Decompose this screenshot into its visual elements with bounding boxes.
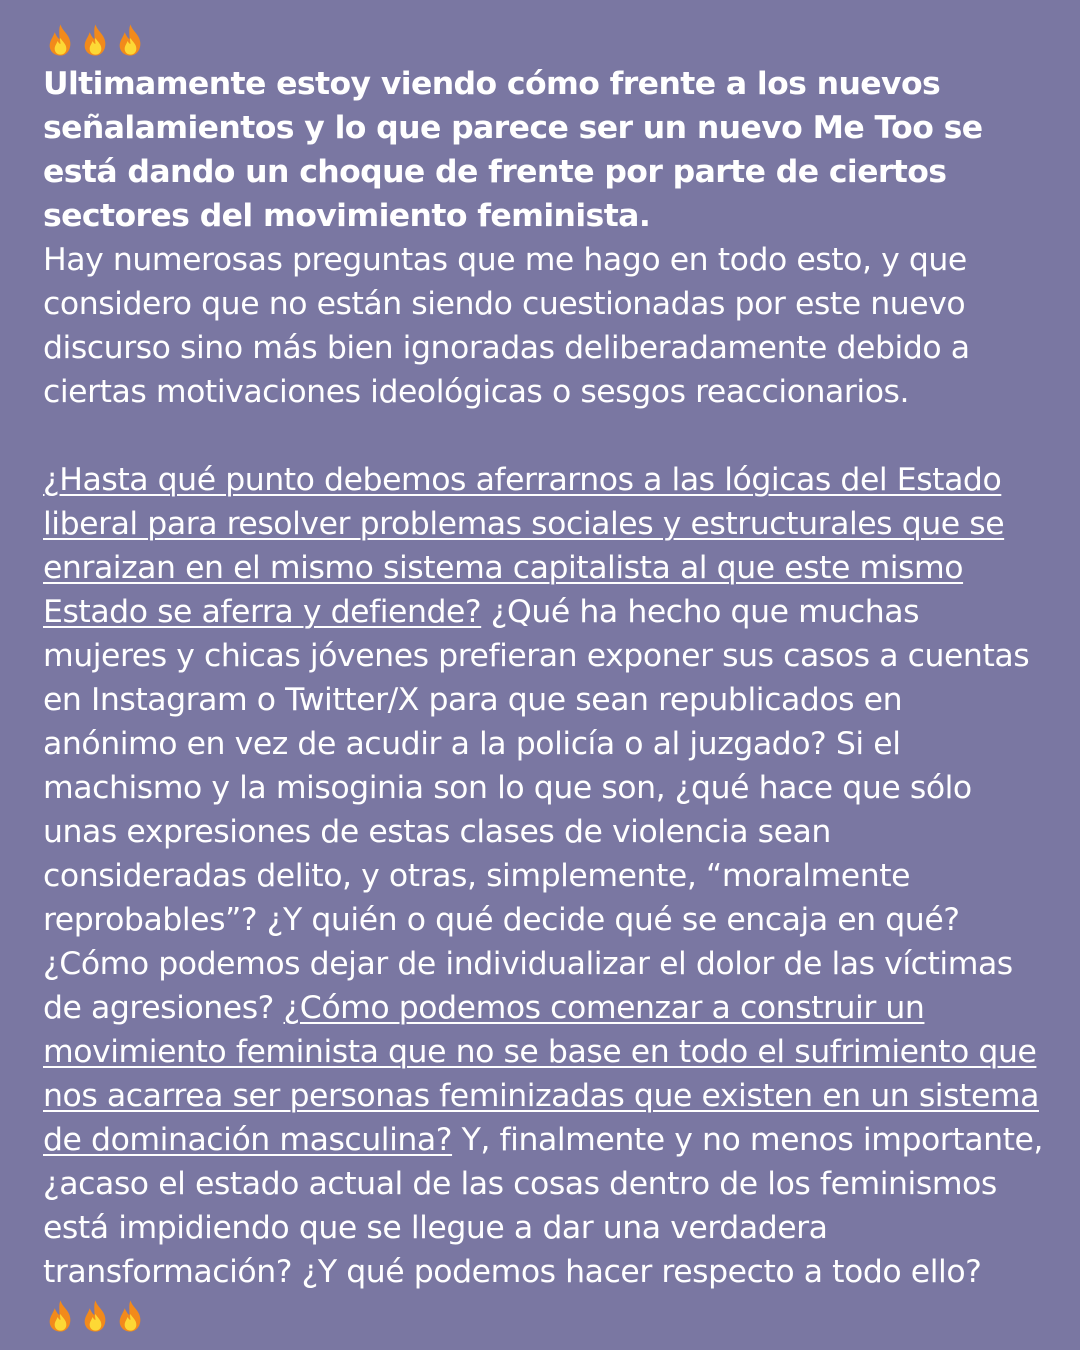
underlined-question-movement: ¿Cómo podemos comenzar a construir un movimiento feminista que no se base en todo el sufrimiento que nos acarrea ser personas feminizadas que existen en un sistema de dominación masculina?	[43, 990, 1039, 1158]
top-flames	[43, 18, 1043, 62]
fire-icon	[113, 22, 148, 58]
fire-icon	[78, 1298, 113, 1334]
paragraph-spacer	[43, 414, 1043, 458]
bottom-flames	[43, 1294, 1043, 1338]
fire-icon	[43, 1298, 78, 1334]
fire-icon	[43, 22, 78, 58]
fire-icon	[113, 1298, 148, 1334]
question-text: ¿Qué ha hecho que muchas mujeres y chicas jóvenes prefieran exponer sus casos a cuentas en Instagram o Twitter/X para que sean republicados en anónimo en vez de acudir a la policía o al juzgado? Si el machismo y la misoginia son lo que son, ¿qué hace que sólo unas expresiones de estas clases de violencia sean consideradas delito, y otras, simplemente, “moralmente reprobables”? ¿Y quién o qué decide qué se encaja en qué? ¿Cómo podemos dejar de individualizar el dolor de las víctimas de agresiones?	[43, 594, 1030, 1026]
underlined-question-state: ¿Hasta qué punto debemos aferrarnos a las lógicas del Estado liberal para resolver problemas sociales y estructurales que se enraizan en el mismo sistema capitalista al que este mismo Estado se aferra y defiende?	[43, 462, 1005, 630]
questions-paragraph	[43, 458, 1043, 1294]
post-heading: Ultimamente estoy viendo cómo frente a los nuevos señalamientos y lo que parece ser un nuevo Me Too se está dando un choque de frente por parte de ciertos sectores del movimiento feminista.	[43, 66, 983, 234]
intro-paragraph: Hay numerosas preguntas que me hago en todo esto, y que considero que no están siendo cuestionadas por este nuevo discurso sino más bien ignoradas deliberadamente debido a ciertas motivaciones ideológicas o sesgos reaccionarios.	[43, 242, 970, 410]
fire-icon	[78, 22, 113, 58]
closing-question-text: Y, finalmente y no menos importante, ¿acaso el estado actual de las cosas dentro de los feminismos está impidiendo que se llegue a dar una verdadera transformación? ¿Y qué podemos hacer respecto a todo ello?	[43, 1122, 1043, 1290]
post-text-block	[43, 18, 1043, 1338]
